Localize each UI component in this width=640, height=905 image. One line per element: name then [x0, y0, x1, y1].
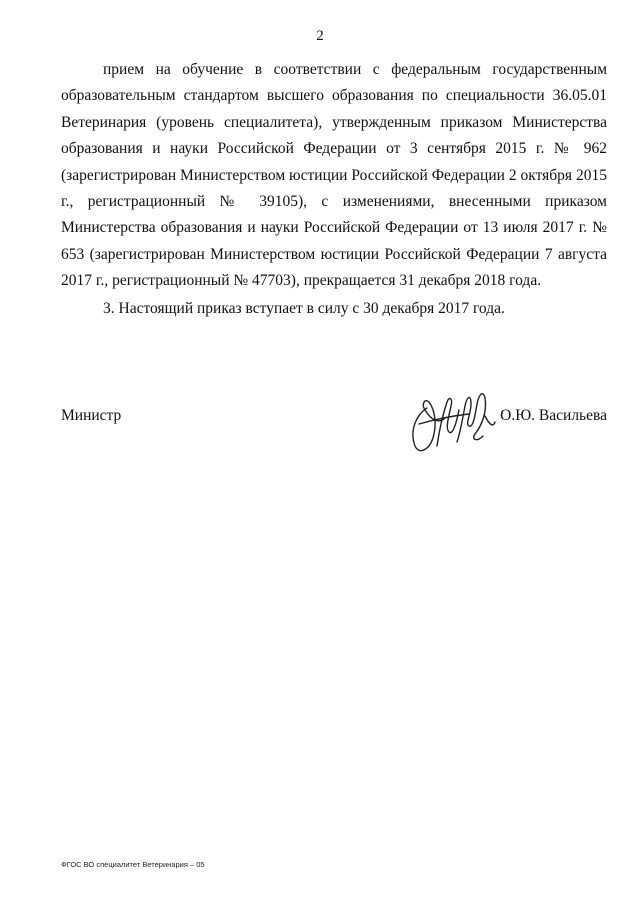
paragraph-effective-date: 3. Настоящий приказ вступает в силу с 30 декабря 2017 года.: [103, 299, 505, 317]
paragraph-termination-clause: прием на обучение в соответствии с федеральным государственным образовательным стандартом высшего образования по специальности 36.05.01 Ветеринария (уровень специалитета), утвержденным приказом Министерства образования и науки Российской Федерации от 3 сентября 2015 г. № 962 (зарегистрирован Министерством юстиции Российской Федерации 2 октября 2015 г., регистрационный № 39105), с изменениями, внесенными приказом Министерства образования и науки Российской Федерации от 13 июля 2017 г. № 653 (зарегистрирован Министерством юстиции Российской Федерации 7 августа 2017 г., регистрационный № 47703), прекращается 31 декабря 2018 года.: [61, 61, 607, 290]
footer-note: ФГОС ВО специалитет Ветеринария – 05: [61, 860, 205, 869]
signature-block: [61, 380, 607, 460]
document-body: [61, 57, 607, 322]
page-number: 2: [316, 28, 324, 44]
minister-title: Министр: [61, 407, 122, 424]
handwritten-signature: [399, 380, 499, 458]
signer-name: О.Ю. Васильева: [500, 407, 607, 424]
